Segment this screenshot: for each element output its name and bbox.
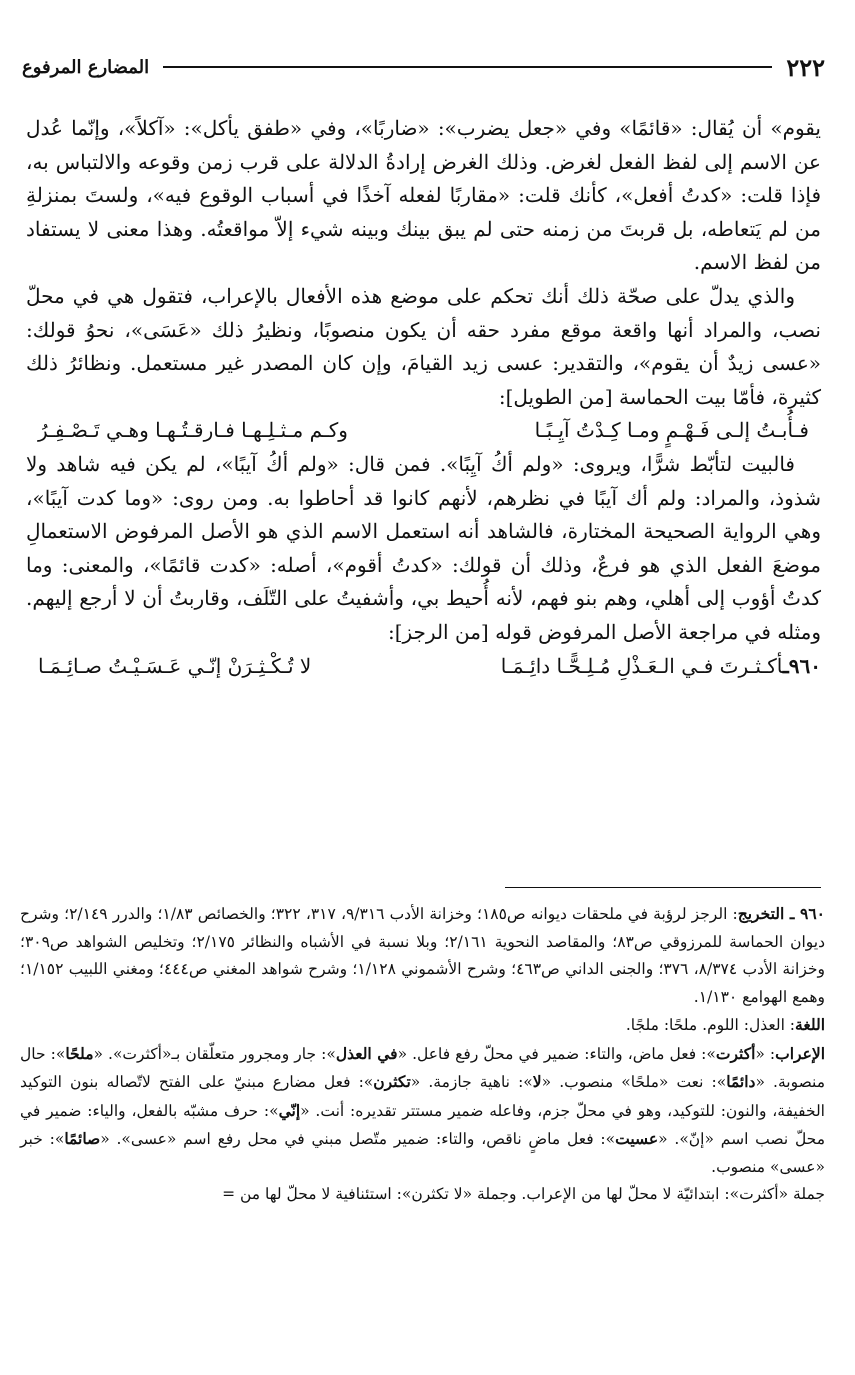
- irab-term: إنّي: [278, 1100, 301, 1120]
- footnote-sentences: جملة «أكثرت»: ابتدائيّة لا محلّ لها من الإعراب. وجملة «لا تكثرن»: استئنافية لا محلّ لها من =: [222, 1185, 825, 1203]
- irab-text: : «: [755, 1044, 776, 1063]
- verse-960-second-hemistich: لا تُـكْـثِـرَنْ إنّـي عَـسَـيْـتُ صـائِـمَـا: [38, 653, 312, 678]
- page-number: ٢٢٢: [786, 52, 825, 82]
- irab-term: في العذل: [335, 1043, 398, 1063]
- irab-text: »: فعل ماضٍ ناقص، والتاء: ضمير متّصل مبني في محل رفع اسم «عسى». «: [100, 1130, 616, 1148]
- irab-text: »: نعت «ملحًا» منصوب. «: [541, 1073, 727, 1091]
- verse-1-first-hemistich: فـأُبـتُ إلـى فَـهْـمٍ ومـا كِـدْتُ آيِـبًـا: [534, 418, 809, 443]
- footnote-lugha: [20, 1011, 825, 1040]
- footnote-irab: [20, 1040, 825, 1182]
- irab-text: »: حرف مشبّه بالفعل، والياء: ضمير في محلّ نصب اسم «إنّ». «: [20, 1101, 825, 1148]
- verse-960-first-hemistich: [501, 650, 821, 684]
- paragraph-2: والذي يدلّ على صحّة ذلك أنك تحكم على موضع هذه الأفعال بالإعراب، فتقول هي في محلّ نصب، والمراد أنها واقعة موقع مفرد حقه أن يكون منصوبًا، ونظيرُ ذلك «عَسَى»، نحوُ قولك: «عسى زيدٌ أن يقوم»، والتقدير: عسى زيد القيامَ، وإن كان المصدر غير مستعمل. ونظائرُ ذلك كثيرة، فأمّا بيت الحماسة [من الطويل]:: [26, 283, 821, 409]
- main-text: [26, 112, 821, 683]
- irab-text: »: فعل ماض، والتاء: ضمير في محلّ رفع فاعل. «: [397, 1044, 716, 1063]
- irab-text: »: خبر «عسى» منصوب.: [20, 1130, 825, 1176]
- verse-hamasa: [26, 414, 821, 448]
- irab-term: عسيت: [615, 1129, 659, 1148]
- irab-term: تكثرن: [373, 1072, 411, 1091]
- paragraph-1: يقوم» أن يُقال: «قائمًا» وفي «جعل يضرب»: «ضاربًا»، وفي «طفق يأكل»: «آكلاً»، وإنّما عُدل عن الاسم إلى لفظ الفعل لغرض. وذلك الغرض إرادةُ الدلالة على قرب زمن وقوعه والالتباس به، فإذا قلت: «كدتُ أفعل»، كأنك قلت: «مقاربًا لفعله آخذًا في أسباب الوقوع فيه»، ولستَ بمنزلةِ من لم يَتعاطه، بل قربتَ من زمنه حتى لم يبق بينك وبينه شيء إلاّ مواقعتُه. وهذا معنى لا يستفاد من لفظ الاسم.: [26, 116, 821, 275]
- footnote-separator: [505, 887, 821, 888]
- verse-1-second-hemistich: وكـم مـثـلِـهـا فـارقـتُـهـا وهـي تَـصْـفِـرُ: [38, 418, 348, 443]
- irab-term: أكثرت: [715, 1043, 756, 1063]
- verse-960: [26, 650, 821, 684]
- irab-term: صائمًا: [64, 1129, 101, 1148]
- irab-text: »: فعل مضارع مبنيّ على الفتح لاتّصاله بنون التوكيد الخفيفة، والنون: للتوكيد، وهو في محلّ جزم، وفاعله ضمير مستتر تقديره: أنت. «: [20, 1073, 825, 1120]
- footnote-takhrij: [20, 900, 825, 1011]
- verse-960-first-text: أكـثـرتَ فـي الـعَـذْلِ مُـلِـحًّـا دائِـمَـا: [500, 653, 783, 678]
- irab-text: »: جار ومجرور متعلّقان بـ«أكثرت». «: [93, 1044, 336, 1063]
- footnotes: [20, 900, 825, 1209]
- lugha-label: اللغة: [795, 1015, 825, 1034]
- lugha-text: : العذل: اللوم. ملحًا: ملجًا.: [625, 1016, 796, 1034]
- paragraph-3: فالبيت لتأبّط شرًّا، ويروى: «ولم أكُ آيِبًا». فمن قال: «ولم أكُ آيبًا»، لم يكن فيه شاهد ولا شذوذ، والمراد: ولم أك آيبًا في نظرهم، لأنهم كانوا قد أحاطوا به. ومن روى: «وما كدت آيبًا»، وهي الرواية الصحيحة المختارة، فالشاهد أنه استعمل الاسم الذي هو الأصل المرفوض الاستعمالِ موضعَ الفعل الذي هو فرعٌ، وذلك أن قولك: «كدتُ أقوم»، أصله: «كدت قائمًا»، والمعنى: وما كدتُ أؤوب إلى أهلي، وهم بنو فهم، لأنه أُحيط بي، وأشفيتُ على التّلَف، وقاربتُ أن لا أرجع إليهم. ومثله في مراجعة الأصل المرفوض قوله [من الرجز]:: [26, 451, 821, 644]
- verse-number: ٩٦٠ـ: [782, 653, 821, 678]
- running-title: المضارع المرفوع: [22, 56, 150, 78]
- irab-text: »: حال منصوبة. «: [20, 1044, 826, 1091]
- takhrij-text: : الرجز لرؤبة في ملحقات ديوانه ص١٨٥؛ وخزانة الأدب ٩/٣١٦، ٣١٧، ٣٢٢؛ والخصائص ١/٨٣؛ والدرر ٢/١٤٩؛ وشرح ديوان الحماسة للمرزوقي ص٨٣؛ والمقاصد النحوية ٢/١٦١؛ وبلا نسبة في الأشباه والنظائر ٢/١٧٥؛ وتخليص الشواهد ص٣٠٩؛ وخزانة الأدب ٨/٣٧٤، ٣٧٦؛ والجنى الداني ص٤٦٣؛ وشرح الأشموني ١/١٢٨؛ وشرح شواهد المغني ص٤٤٤؛ ومغني اللبيب ١/١٥٢؛ وهمع الهوامع ١/١٣٠.: [20, 905, 825, 1006]
- irab-term: لا: [532, 1072, 542, 1091]
- irab-text: »: ناهية جازمة. «: [410, 1073, 533, 1091]
- irab-label: الإعراب: [775, 1043, 826, 1063]
- page-header: [22, 52, 825, 82]
- irab-term: دائمًا: [726, 1072, 756, 1091]
- header-rule: [163, 66, 772, 68]
- takhrij-label: ٩٦٠ ـ التخريج: [737, 904, 826, 923]
- irab-term: ملحًا: [65, 1043, 94, 1063]
